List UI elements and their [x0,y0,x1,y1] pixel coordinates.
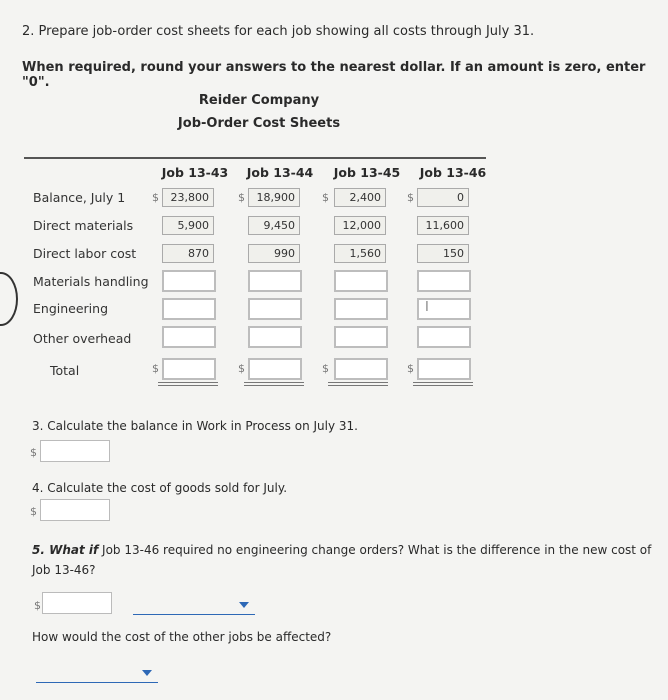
materials-job-13-46: 11,600 [417,216,469,235]
question-5-text [32,540,662,580]
row-label-materials: Direct materials [33,218,134,233]
currency-symbol: $ [322,191,329,204]
cogs-input[interactable] [40,499,110,521]
question-2-text: 2. Prepare job-order cost sheets for each job showing all costs through July 31. [22,24,535,39]
currency-symbol: $ [30,505,37,518]
overhead-job-13-44-input[interactable] [248,326,302,348]
double-rule [413,382,473,386]
currency-symbol: $ [407,362,414,375]
handling-job-13-43-input[interactable] [162,270,216,292]
materials-job-13-43: 5,900 [162,216,214,235]
header-rule [24,157,486,159]
col-job-13-44: Job 13-44 [246,165,314,180]
engineering-job-13-46-input[interactable] [417,298,471,320]
handling-job-13-46-input[interactable] [417,270,471,292]
double-rule [158,382,218,386]
total-job-13-43-input[interactable] [162,358,216,380]
sheet-title: Job-Order Cost Sheets [177,116,341,131]
currency-symbol: $ [238,191,245,204]
question-4-text: 4. Calculate the cost of goods sold for July. [32,481,288,495]
handling-job-13-45-input[interactable] [334,270,388,292]
double-rule [244,382,304,386]
cost-difference-input[interactable] [42,592,112,614]
balance-job-13-43: 23,800 [162,188,214,207]
balance-job-13-44: 18,900 [248,188,300,207]
engineering-job-13-45-input[interactable] [334,298,388,320]
total-job-13-44-input[interactable] [248,358,302,380]
engineering-job-13-44-input[interactable] [248,298,302,320]
handling-job-13-44-input[interactable] [248,270,302,292]
company-name: Reider Company [198,93,320,108]
balance-job-13-46: 0 [417,188,469,207]
chevron-down-icon [239,602,249,608]
question-5-sub: How would the cost of the other jobs be affected? [32,630,332,644]
currency-symbol: $ [407,191,414,204]
col-job-13-46: Job 13-46 [419,165,487,180]
other-jobs-effect-select[interactable] [36,666,158,683]
overhead-job-13-46-input[interactable] [417,326,471,348]
total-job-13-46-input[interactable] [417,358,471,380]
col-job-13-43: Job 13-43 [161,165,229,180]
currency-symbol: $ [152,191,159,204]
labor-job-13-44: 990 [248,244,300,263]
currency-symbol: $ [322,362,329,375]
what-if-label: 5. What if [32,543,99,557]
chevron-down-icon [142,670,152,676]
currency-symbol: $ [34,599,41,612]
row-label-handling: Materials handling [33,274,149,289]
labor-job-13-45: 1,560 [334,244,386,263]
side-marker [0,272,18,326]
question-5-body: Job 13-46 required no engineering change orders? What is the difference in the new cost of Job 13-46? [32,543,652,577]
overhead-job-13-45-input[interactable] [334,326,388,348]
question-3-text: 3. Calculate the balance in Work in Process on July 31. [32,419,358,433]
double-rule [328,382,388,386]
currency-symbol: $ [152,362,159,375]
materials-job-13-44: 9,450 [248,216,300,235]
difference-direction-select[interactable] [133,598,255,615]
wip-balance-input[interactable] [40,440,110,462]
labor-job-13-43: 870 [162,244,214,263]
row-label-total: Total [50,363,80,378]
materials-job-13-45: 12,000 [334,216,386,235]
labor-job-13-46: 150 [417,244,469,263]
row-label-balance: Balance, July 1 [33,190,126,205]
col-job-13-45: Job 13-45 [333,165,401,180]
currency-symbol: $ [30,446,37,459]
instructions: When required, round your answers to the nearest dollar. If an amount is zero, enter "0". [22,60,646,90]
balance-job-13-45: 2,400 [334,188,386,207]
row-label-engineering: Engineering [33,301,108,316]
engineering-job-13-43-input[interactable] [162,298,216,320]
overhead-job-13-43-input[interactable] [162,326,216,348]
row-label-labor: Direct labor cost [33,246,137,261]
total-job-13-45-input[interactable] [334,358,388,380]
currency-symbol: $ [238,362,245,375]
row-label-overhead: Other overhead [33,331,132,346]
text-cursor-icon: I [425,300,429,315]
